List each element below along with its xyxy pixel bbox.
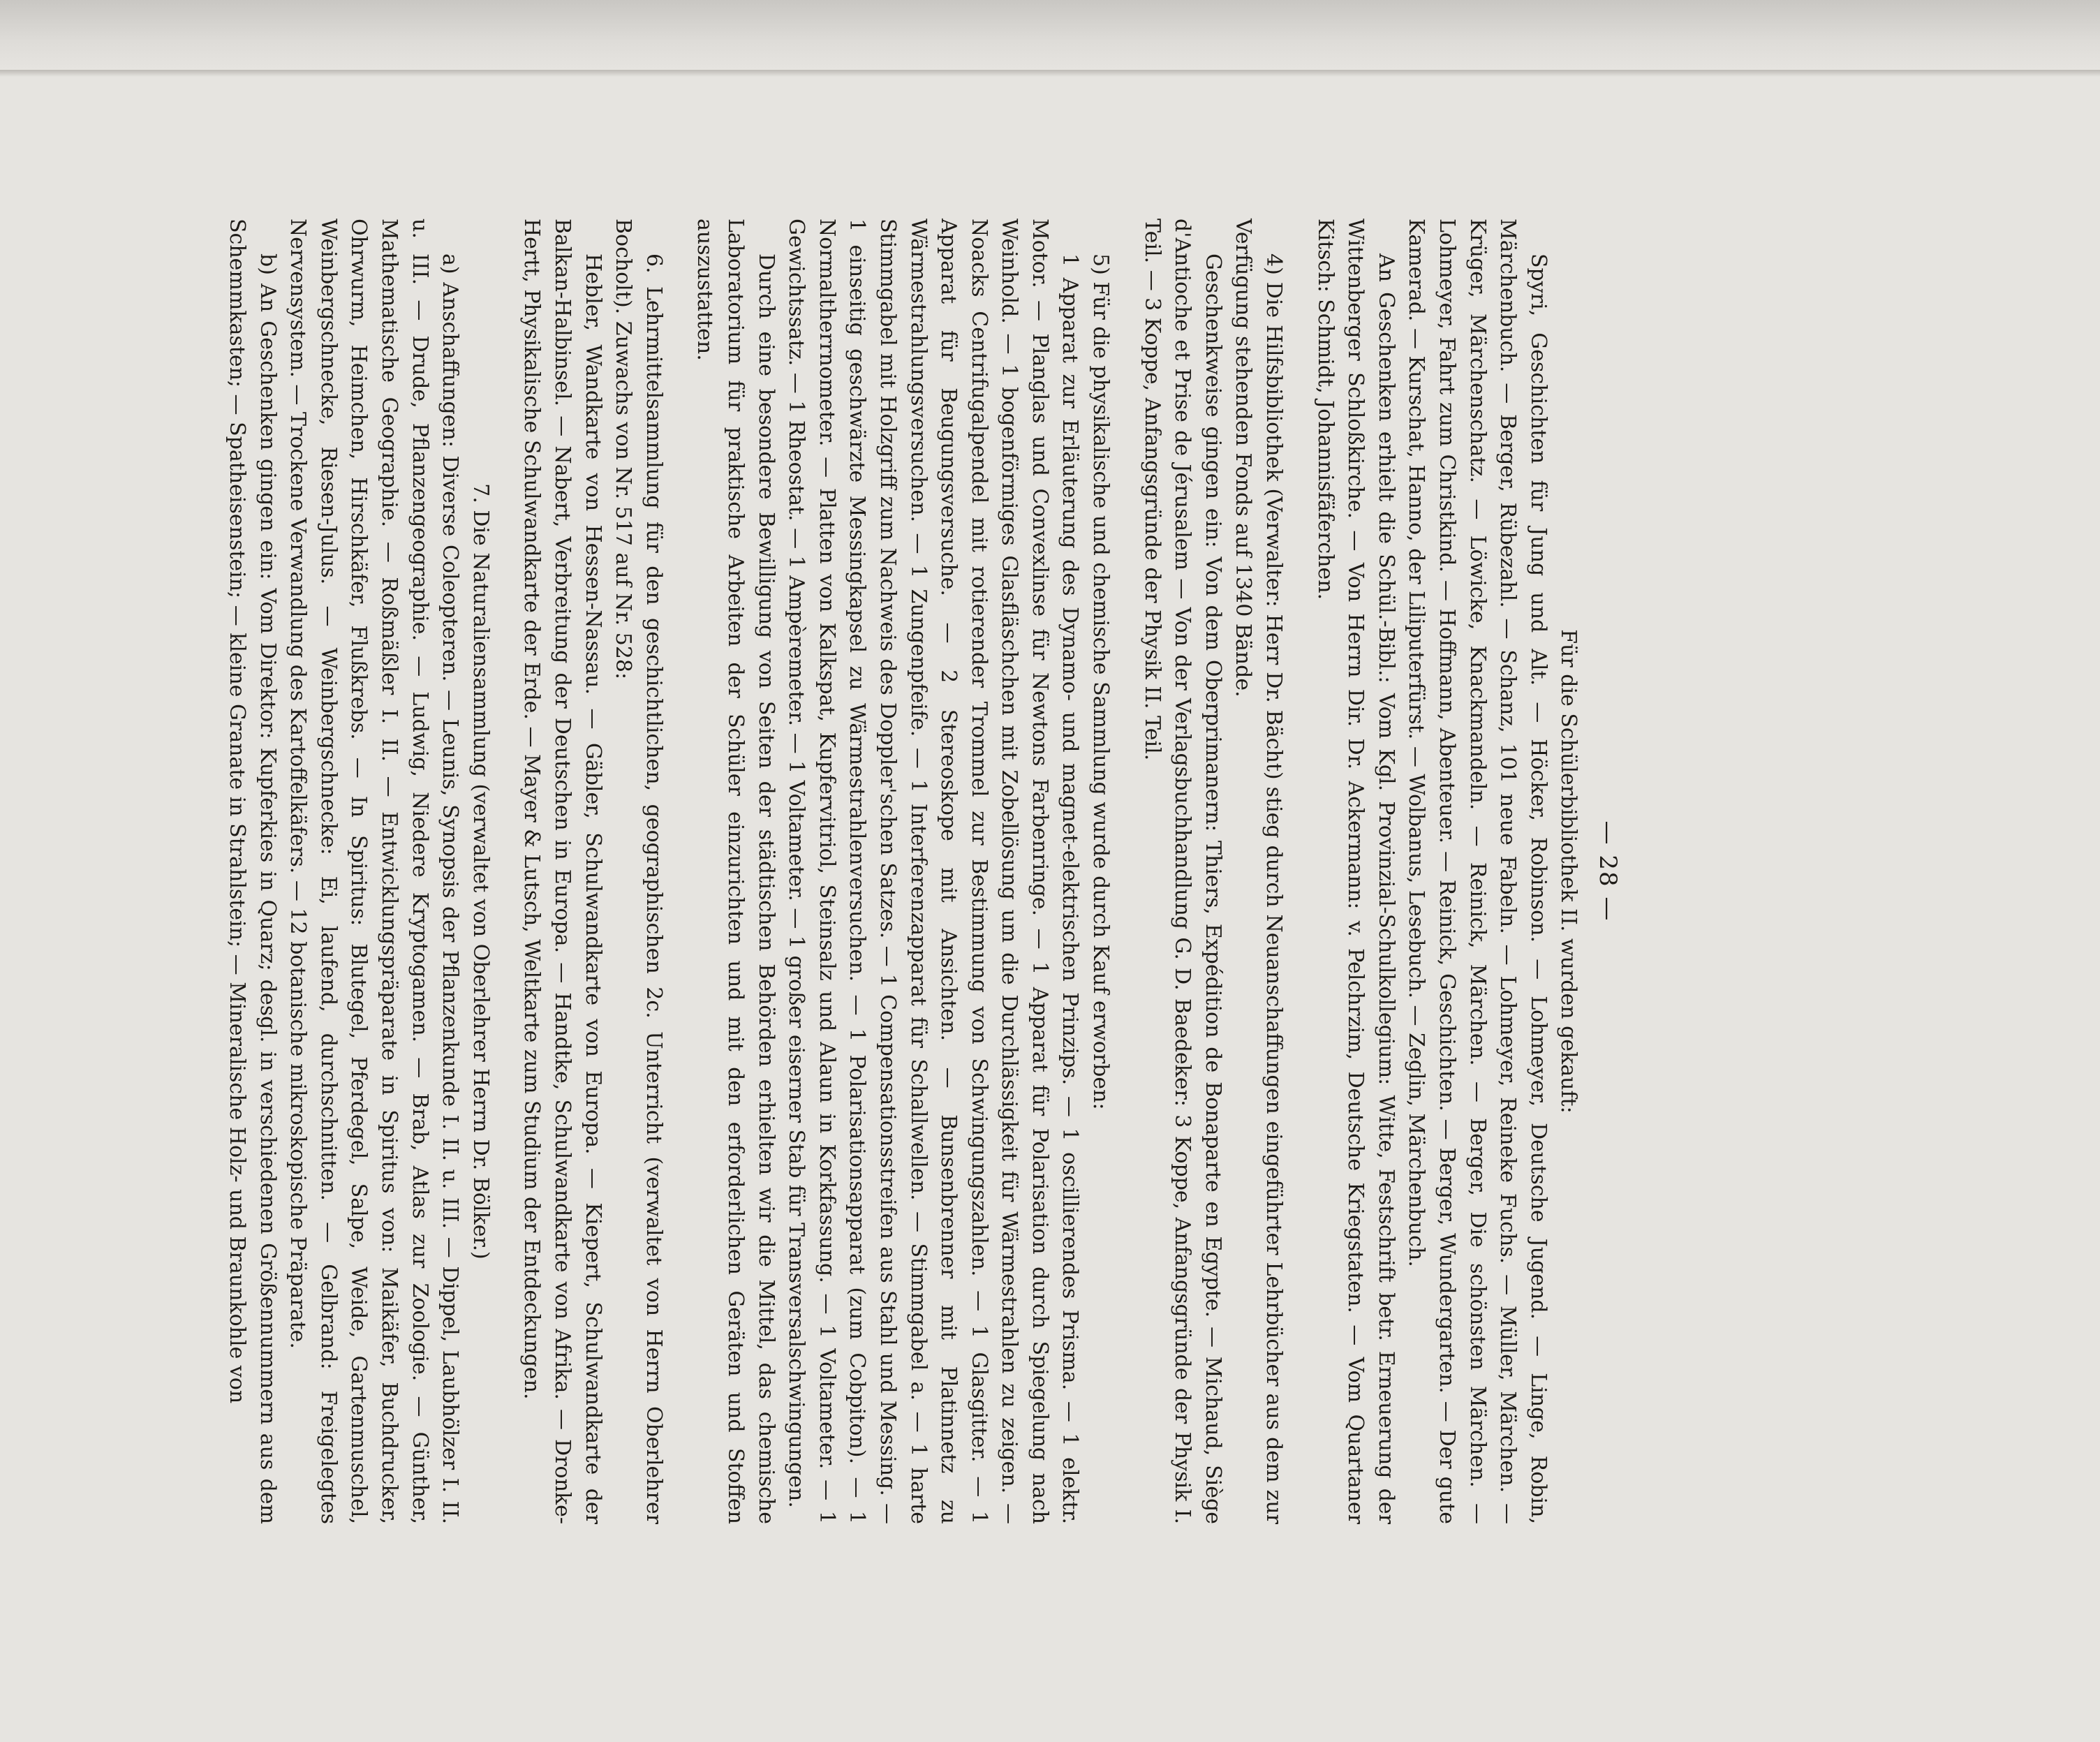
naturalien-gifts: b) An Geschenken gingen ein: Vom Direktor: Kupferkies in Quarz; desgl. in verschiedenen Größennummern aus dem Schemmkasten; — Spatheisenstein; — kleine Granate in Strahlstein; — Mineralische Holz- und Braunkohle von <box>225 218 280 1524</box>
scan-top-edge <box>0 0 2100 70</box>
document-page <box>225 218 1622 1524</box>
physik-laboratory: Durch eine besondere Bewilligung von Seiten der städtischen Behörden erhielten wir die Mittel, das chemische Laboratorium für praktische Arbeiten der Schüler einzurichten und mit den erforderlichen Geräten und Stoffen auszustatten. <box>693 218 778 1524</box>
naturalien-purchases: a) Anschaffungen: Diverse Coleopteren. — Leunis, Synopsis der Pflanzenkunde I. II. u. III. — Dippel, Laubhölzer I. II. u. III. — Drude, Pflanzengeographie. — Ludwig, Niedere Kryptogamen. — Brab, Atlas zur Zoologie. — Günther, Mathematische Geographie. — Roßmäßler I. II. — Entwicklungspräparate in Spiritus von: Maikäfer, Buchdrucker, Ohrwurm, Heimchen, Hirschkäfer, Flußkrebs. — In Spiritus: Blutegel, Pferdegel, Salpe, Weide, Gartenmuschel, Weinbergschnecke, Riesen-Julus. — Weinbergschnecke: Ei, laufend, durchschnitten. — Gelbrand: Freigelegtes Nervensystem. — Trockene Verwandlung des Kartoffelkäfers. — 12 botanische mikroskopische Präparate. <box>286 218 463 1524</box>
physik-purchases: 1 Apparat zur Erläuterung des Dynamo- und magnet-elektrischen Prinzips. — 1 oscillierendes Prisma. — 1 elektr. Motor. — Planglas und Convexlinse für Newtons Farbenringe. — 1 Apparat für Polarisation durch Spiegelung nach Weinhold. — 1 bogenförmiges Glasfläschchen mit Zobellösung um die Durchlässigkeit für Wärmestrahlen zu zeigen. — Noacks Centrifugalpendel mit rotierender Trommel zur Bestimmung von Schwingungszahlen. — 1 Glasgitter. — 1 Apparat für Beugungsversuche. — 2 Stereoskope mit Ansichten. — Bunsenbrenner mit Platinnetz zu Wärmestrahlungsversuchen. — 1 Zungenpfeife. — 1 Interferenzapparat für Schallwellen. — Stimmgabel a. — 1 harte Stimmgabel mit Holzgriff zum Nachweis des Doppler'schen Satzes. — 1 Compensationsstreifen aus Stahl und Messing. — 1 einseitig geschwärzte Messingkapsel zu Wärmestrahlenversuchen. — 1 Polarisationsapparat (zum Cobpiton). — 1 Normaltherrnometer. — Platten von Kalkspat, Kupfervitriol, Steinsalz und Alaun in Korkfassung. — 1 Voltameter. — 1 Gewichtssatz. — 1 Rheostat. — 1 Ampèremeter. — 1 Voltameter. — 1 großer eiserner Stab für Transversalschwingungen. <box>784 218 1083 1524</box>
spacer <box>1289 219 1310 1524</box>
hilfsbibliothek-paragraph: 4) Die Hilfsbibliothek (Verwalter: Herr Dr. Bächt) stieg durch Neuanschaffungen eingeführter Lehrbücher aus dem zur Verfügung stehenden Fonds auf 1340 Bände. <box>1231 218 1287 1524</box>
schuelerbibliothek-gifts: An Geschenken erhielt die Schül.-Bibl.: Vom Kgl. Provinzial-Schulkollegium: Witte, Festschrift betr. Erneuerung der Wittenberger Schloßkirche. — Von Herrn Dir. Dr. Ackermann: v. Pelchrzim, Deutsche Kriegstaten. — Vom Quartaner Kitsch: Schmidt, Johannisfäferchen. <box>1312 218 1398 1524</box>
physik-heading: 5) Für die physikalische und chemische Sammlung wurde durch Kauf erworben: <box>1088 253 1114 1110</box>
scan-shadow <box>0 70 2100 77</box>
spacer <box>669 219 690 1524</box>
page-number: — 28 — <box>1594 820 1622 922</box>
spacer <box>1116 219 1137 1524</box>
hilfsbibliothek-gifts: Geschenkweise gingen ein: Von dem Oberprimanern: Thiers, Expédition de Bonaparte en Egypte. — Michaud, Siège d'Antioche et Prise de Jérusalem — Von der Verlagsbuchhandlung G. D. Baedeker: 3 Koppe, Anfangsgründe der Physik I. Teil. — 3 Koppe, Anfangsgründe der Physik II. Teil. <box>1139 218 1225 1524</box>
naturalien-heading: 7. Die Naturaliensammlung (verwaltet von Oberlehrer Herrn Dr. Bölker.) <box>468 482 493 1260</box>
lehrmittel-heading: 6. Lehrmittelsammlung für den geschichtlichen, geographischen 2c. Unterricht (verwaltet von Herrn Oberlehrer Bocholt). Zuwachs von Nr. 517 auf Nr. 528: <box>611 218 666 1524</box>
schuelerbibliothek-purchases: Spyri, Geschichten für Jung und Alt. — Höcker, Robinson. — Lohmeyer, Deutsche Jugend. — Linge, Robin, Märchenbuch. — Berger, Rübezahl. — Schanz, 101 neue Fabeln. — Lohmeyer, Reineke Fuchs. — Müller, Märchen. — Krüger, Märchenschatz. — Löwicke, Knackmandeln. — Reinick, Märchen. — Berger, Die schönsten Märchen. — Lohmeyer, Fahrt zum Christkind. — Hoffmann, Abenteuer. — Reinick, Geschichten. — Berger, Wundergarten. — Der gute Kamerad. — Kurschat, Hanno, der Liliputerfürst. — Wolbanus, Lesebuch. — Zeglin, Märchenbuch. <box>1404 218 1551 1524</box>
spacer <box>496 219 517 1524</box>
schuelerbibliothek-intro: Für die Schülerbibliothek II. wurden gekauft: <box>1556 628 1581 1114</box>
lehrmittel-maps: Hebler, Wandkarte von Hessen-Nassau. — Gäbler, Schulwandkarte von Europa. — Kiepert, Schulwandkarte der Balkan-Halbinsel. — Nabert, Verbreitung der Deutschen in Europa. — Handtke, Schulwandkarte von Afrika. — Dronke-Hertt, Physikalische Schulwandkarte der Erde. — Mayer & Lutsch, Weltkarte zum Studium der Entdeckungen. <box>519 218 605 1524</box>
